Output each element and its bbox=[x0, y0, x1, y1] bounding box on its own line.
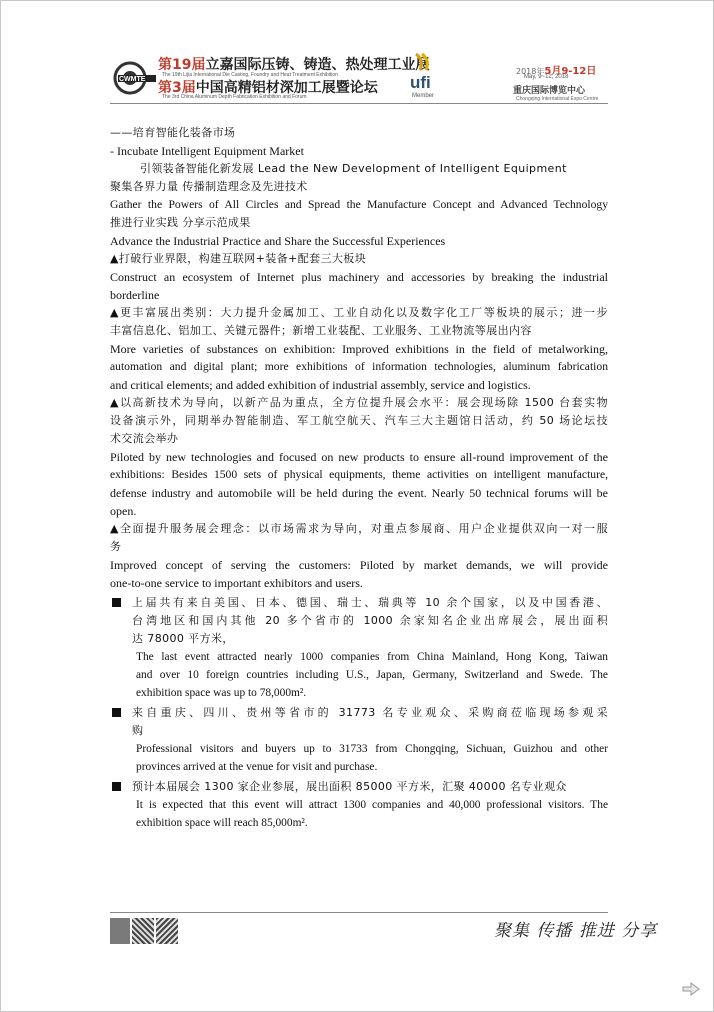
bullet-3-en-line: It is expected that this event will attract 1300 companies and 40,000 professional visitors. The bbox=[136, 799, 608, 811]
cwmte-logo-icon bbox=[112, 58, 156, 98]
point-3-zh-line: 术交流会举办 bbox=[110, 432, 179, 445]
section-heading-en: - Incubate Intelligent Equipment Market bbox=[110, 144, 304, 158]
document-body bbox=[110, 124, 608, 832]
point-2-zh-line: ▲更丰富展出类别：大力提升金属加工、工业自动化以及数字化工厂等板块的展示；进一步 bbox=[110, 306, 608, 319]
square-bullet-icon bbox=[112, 708, 121, 717]
point-3-en-line: defense industry and automobile will be held during the event. Nearly 50 technical forums will be bbox=[110, 486, 608, 500]
bullet-3-en-line: exhibition space will reach 85,000m². bbox=[136, 817, 308, 829]
bullet-2-zh-line: 来自重庆、四川、贵州等省市的 31773 名专业观众、采购商莅临现场参观采 bbox=[132, 706, 608, 719]
bullet-1-zh-line: 台湾地区和国内其他 20 多个省市的 1000 余家知名企业出席展会，展出面积 bbox=[132, 614, 608, 627]
bullet-3-zh-line: 预计本届展会 1300 家企业参展，展出面积 85000 平方米，汇聚 40000 名专业观众 bbox=[132, 780, 567, 793]
bullet-1-zh-line: 上届共有来自美国、日本、德国、瑞士、瑞典等 10 余个国家，以及中国香港、 bbox=[132, 596, 608, 609]
point-3-zh-line: ▲以高新技术为导向，以新产品为重点，全方位提升展会水平：展会现场除 1500 台套实物 bbox=[110, 396, 608, 409]
bullet-2-en-line: provinces arrived at the venue for visit and purchase. bbox=[136, 761, 378, 773]
next-page-arrow-icon[interactable] bbox=[682, 982, 700, 996]
point-3-en-line: Piloted by new technologies and focused on new products to ensure all-round improvement of the bbox=[110, 450, 608, 464]
page-header bbox=[110, 52, 608, 102]
point-1-en-line: borderline bbox=[110, 288, 160, 302]
point-3-zh-line: 设备演示外，同期举办智能制造、军工航空航天、汽车三大主题馆日活动，约 50 场论坛技 bbox=[110, 414, 608, 427]
slogan-line-1: 引领装备智能化新发展 Lead the New Development of Intelligent Equipment bbox=[140, 162, 567, 175]
venue-en: Chongqing International Expo Centre bbox=[516, 96, 599, 102]
point-2-en-line: More varieties of substances on exhibition: Improved exhibitions in the field of metalworking, bbox=[110, 342, 608, 356]
bullet-1-en-line: exhibition space was up to 78,000m². bbox=[136, 687, 307, 699]
ufi-member: Member bbox=[412, 93, 435, 99]
ufi-text: ufi bbox=[410, 73, 431, 92]
qr-code-icon bbox=[156, 918, 178, 944]
exhibition-date-en: May, 9~12, 2018 bbox=[524, 74, 569, 80]
slogan-line-2: 聚集各界力量 传播制造理念及先进技术 bbox=[110, 180, 308, 193]
footer-qr-codes bbox=[110, 916, 178, 946]
date-year: 2018年 bbox=[516, 67, 545, 76]
bullet-item-1 bbox=[110, 594, 608, 702]
date-days: 5月9-12日 bbox=[544, 66, 597, 77]
exhibition-subtitle-1: The 19th Lijia International Die Casting, Foundry and Heat Treatment Exhibition bbox=[162, 72, 338, 78]
slogan-line-3-en: Advance the Industrial Practice and Share the Successful Experiences bbox=[110, 234, 446, 248]
point-2-en-line: automation and digital plant; more exhibitions of information technologies, aluminum fabrication bbox=[110, 360, 608, 373]
title1-text: 立嘉国际压铸、铸造、热处理工业展 bbox=[205, 57, 430, 73]
footer-logo-icon bbox=[110, 918, 130, 944]
header-divider bbox=[110, 103, 608, 104]
square-bullet-icon bbox=[112, 598, 121, 607]
title2-text: 中国高精铝材深加工展暨论坛 bbox=[195, 80, 378, 96]
point-3-en-line: exhibitions: Besides 1500 sets of physical equipments, theme activities on intelligent manufacture, bbox=[110, 468, 608, 481]
venue: 重庆国际博览中心 bbox=[513, 86, 586, 96]
point-4-en-line: Improved concept of serving the customers: Piloted by market demands, we will provide bbox=[110, 558, 608, 572]
point-4-en-line: one-to-one service to important exhibitors and users. bbox=[110, 576, 363, 590]
footer-slogan: 聚集 传播 推进 分享 bbox=[494, 921, 658, 941]
title2-number: 第3届 bbox=[158, 80, 196, 96]
point-1-zh: ▲打破行业界限，构建互联网+装备+配套三大板块 bbox=[110, 252, 367, 265]
point-1-en-line: Construct an ecosystem of Internet plus machinery and accessories by breaking the industrial bbox=[110, 270, 608, 284]
slogan-line-2-en: Gather the Powers of All Circles and Spread the Manufacture Concept and Advanced Technology bbox=[110, 198, 608, 211]
svg-text:CWMTE: CWMTE bbox=[119, 76, 146, 83]
bullet-1-en-line: and over 10 foreign countries including U.S., Japan, Germany, Switzerland and Swede. The bbox=[136, 669, 608, 681]
point-2-en-line: and critical elements; and added exhibition of industrial assembly, service and logistics. bbox=[110, 378, 531, 392]
bullet-item-2 bbox=[110, 704, 608, 776]
section-heading: ——培育智能化装备市场 bbox=[110, 126, 236, 139]
footer-divider bbox=[110, 912, 608, 913]
exhibition-title-1 bbox=[158, 54, 429, 74]
bullet-2-zh-line: 购 bbox=[132, 724, 144, 737]
qr-code-icon bbox=[132, 918, 154, 944]
exhibition-subtitle-2: The 3rd China Aluminum Depth Fabrication Exhibition and Forum bbox=[162, 94, 307, 100]
point-4-zh-line: ▲全面提升服务展会理念：以市场需求为导向，对重点参展商、用户企业提供双向一对一服 bbox=[110, 522, 608, 535]
bullet-item-3 bbox=[110, 778, 608, 832]
bullet-1-en-line: The last event attracted nearly 1000 companies from China Mainland, Hong Kong, Taiwan bbox=[136, 651, 608, 663]
bullet-2-en-line: Professional visitors and buyers up to 31733 from Chongqing, Sichuan, Guizhou and other bbox=[136, 743, 608, 755]
slogan-line-3: 推进行业实践 分享示范成果 bbox=[110, 216, 251, 229]
point-3-en-line: open. bbox=[110, 504, 137, 518]
square-bullet-icon bbox=[112, 782, 121, 791]
point-2-zh-line: 丰富信息化、铝加工、关键元器件；新增工业装配、工业服务、工业物流等展出内容 bbox=[110, 324, 532, 337]
point-4-zh-line: 务 bbox=[110, 540, 122, 553]
bullet-1-zh-line: 达 78000 平方米， bbox=[132, 632, 234, 645]
title1-number: 第19届 bbox=[158, 57, 206, 73]
